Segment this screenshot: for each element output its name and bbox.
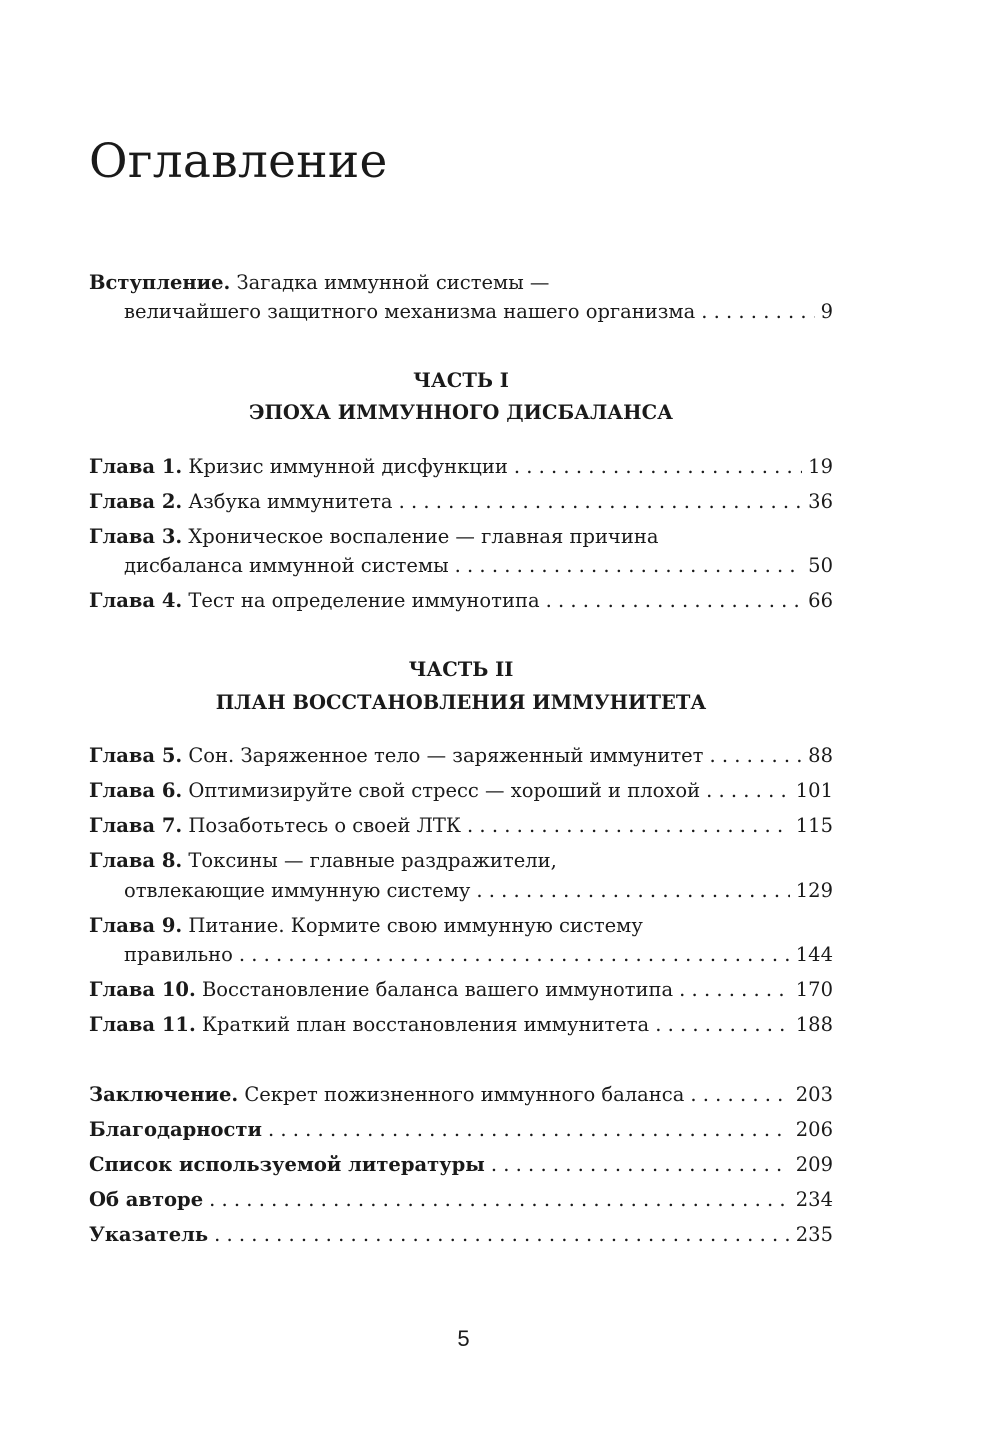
toc-entry-label: Глава 7.: [89, 814, 183, 837]
toc-page-number: 206: [795, 1118, 833, 1141]
toc-entry-text: Кризис иммунной дисфункции: [188, 455, 508, 478]
toc-entry-text: Краткий план восстановления иммунитета: [201, 1013, 650, 1036]
toc-entry-label: Глава 2.: [89, 490, 183, 513]
toc-entry-label: Глава 3.: [89, 525, 183, 548]
page-title: Оглавление: [89, 134, 388, 189]
toc-entry-label: Вступление.: [89, 271, 231, 294]
toc-entry-chapter-2: [89, 487, 833, 517]
toc-entry-text: Секрет пожизненного иммунного баланса: [244, 1083, 685, 1106]
toc-entry-label: Глава 10.: [89, 978, 196, 1001]
page-folio: 5: [457, 1326, 470, 1351]
toc-entry-intro-line1: [89, 268, 833, 298]
toc-entry-chapter-10: [89, 975, 833, 1005]
toc-entry-label: Благодарности: [89, 1118, 262, 1141]
dot-leader: [709, 741, 802, 771]
toc-entry-chapter-11: [89, 1010, 833, 1040]
toc-entry-label: Об авторе: [89, 1188, 204, 1211]
toc-entry-text: Токсины — главные раздражители,: [188, 849, 557, 872]
toc-entry-acknowledgements: [89, 1115, 833, 1145]
toc-page-number: 9: [820, 300, 833, 323]
toc-page-number: 66: [808, 589, 833, 612]
toc-entry-text: Позаботьтесь о своей ЛТК: [188, 814, 462, 837]
dot-leader: [706, 776, 790, 806]
toc-entry-label: Глава 4.: [89, 589, 183, 612]
toc-page-number: 19: [808, 455, 833, 478]
toc-entry-text: Питание. Кормите свою иммунную систему: [188, 914, 643, 937]
toc-page-number: 88: [808, 744, 833, 767]
dot-leader: [209, 1185, 790, 1215]
toc-entry-index: [89, 1220, 833, 1250]
toc-entry-text: дисбаланса иммунной системы: [124, 554, 449, 577]
toc-page-number: 209: [795, 1153, 833, 1176]
dot-leader: [690, 1080, 789, 1110]
dot-leader: [476, 876, 789, 906]
part-number: ЧАСТЬ II: [408, 658, 514, 681]
dot-leader: [514, 452, 802, 482]
toc-entry-chapter-3-line1: [89, 522, 833, 552]
toc-entry-text: правильно: [124, 943, 233, 966]
toc-entry-chapter-6: [89, 776, 833, 806]
part-title: ПЛАН ВОССТАНОВЛЕНИЯ ИММУНИТЕТА: [215, 691, 707, 714]
toc-entry-label: Глава 9.: [89, 914, 183, 937]
toc-entry-text: Восстановление баланса вашего иммунотипа: [201, 978, 674, 1001]
dot-leader: [268, 1115, 790, 1145]
dot-leader: [701, 297, 814, 327]
dot-leader: [679, 975, 790, 1005]
toc-entry-label: Указатель: [89, 1223, 209, 1246]
dot-leader: [655, 1010, 790, 1040]
toc-entry-label: Глава 6.: [89, 779, 183, 802]
toc-entry-chapter-7: [89, 811, 833, 841]
dot-leader: [546, 586, 803, 616]
dot-leader: [491, 1150, 790, 1180]
toc-entry-label: Глава 11.: [89, 1013, 196, 1036]
toc-entry-chapter-5: [89, 741, 833, 771]
toc-entry-chapter-8: [124, 876, 833, 906]
toc-entry-label: Глава 8.: [89, 849, 183, 872]
toc-entry-text: Тест на определение иммунотипа: [188, 589, 540, 612]
toc-page-number: 203: [795, 1083, 833, 1106]
toc-page-number: 36: [808, 490, 833, 513]
dot-leader: [399, 487, 803, 517]
dot-leader: [455, 551, 803, 581]
part-title: ЭПОХА ИММУННОГО ДИСБАЛАНСА: [249, 401, 673, 424]
toc-page-number: 129: [795, 879, 833, 902]
toc-entry-text: Азбука иммунитета: [188, 490, 393, 513]
part-number: ЧАСТЬ I: [413, 369, 509, 392]
toc-entry-label: Глава 5.: [89, 744, 183, 767]
toc-entry-label: Глава 1.: [89, 455, 183, 478]
toc-entry-about-author: [89, 1185, 833, 1215]
toc-entry-chapter-9: [124, 940, 833, 970]
dot-leader: [467, 811, 790, 841]
toc-entry-text: отвлекающие иммунную систему: [124, 879, 471, 902]
toc-entry-label: Заключение.: [89, 1083, 239, 1106]
toc-page-number: 144: [795, 943, 833, 966]
toc-entry-chapter-3: [124, 551, 833, 581]
toc-page-number: 101: [795, 779, 833, 802]
toc-entry-text: Загадка иммунной системы —: [236, 271, 550, 294]
toc-entry-chapter-8-line1: [89, 846, 833, 876]
toc-entry-text: величайшего защитного механизма нашего организма: [124, 300, 696, 323]
toc-entry-text: Сон. Заряженное тело — заряженный иммунитет: [188, 744, 704, 767]
toc-entry-references: [89, 1150, 833, 1180]
toc-page-number: 170: [795, 978, 833, 1001]
toc-entry-chapter-4: [89, 586, 833, 616]
toc-entry-text: Оптимизируйте свой стресс — хороший и плохой: [188, 779, 701, 802]
toc-page-number: 235: [795, 1223, 833, 1246]
toc-entry-chapter-9-line1: [89, 911, 833, 941]
toc-page-number: 115: [795, 814, 833, 837]
dot-leader: [214, 1220, 790, 1250]
toc-entry-intro: [124, 297, 833, 327]
toc-page-number: 188: [795, 1013, 833, 1036]
toc-page-number: 50: [808, 554, 833, 577]
dot-leader: [239, 940, 790, 970]
toc-entry-text: Хроническое воспаление — главная причина: [188, 525, 659, 548]
toc-entry-conclusion: [89, 1080, 833, 1110]
toc-entry-chapter-1: [89, 452, 833, 482]
toc-entry-label: Список используемой литературы: [89, 1153, 485, 1176]
toc-page-number: 234: [795, 1188, 833, 1211]
